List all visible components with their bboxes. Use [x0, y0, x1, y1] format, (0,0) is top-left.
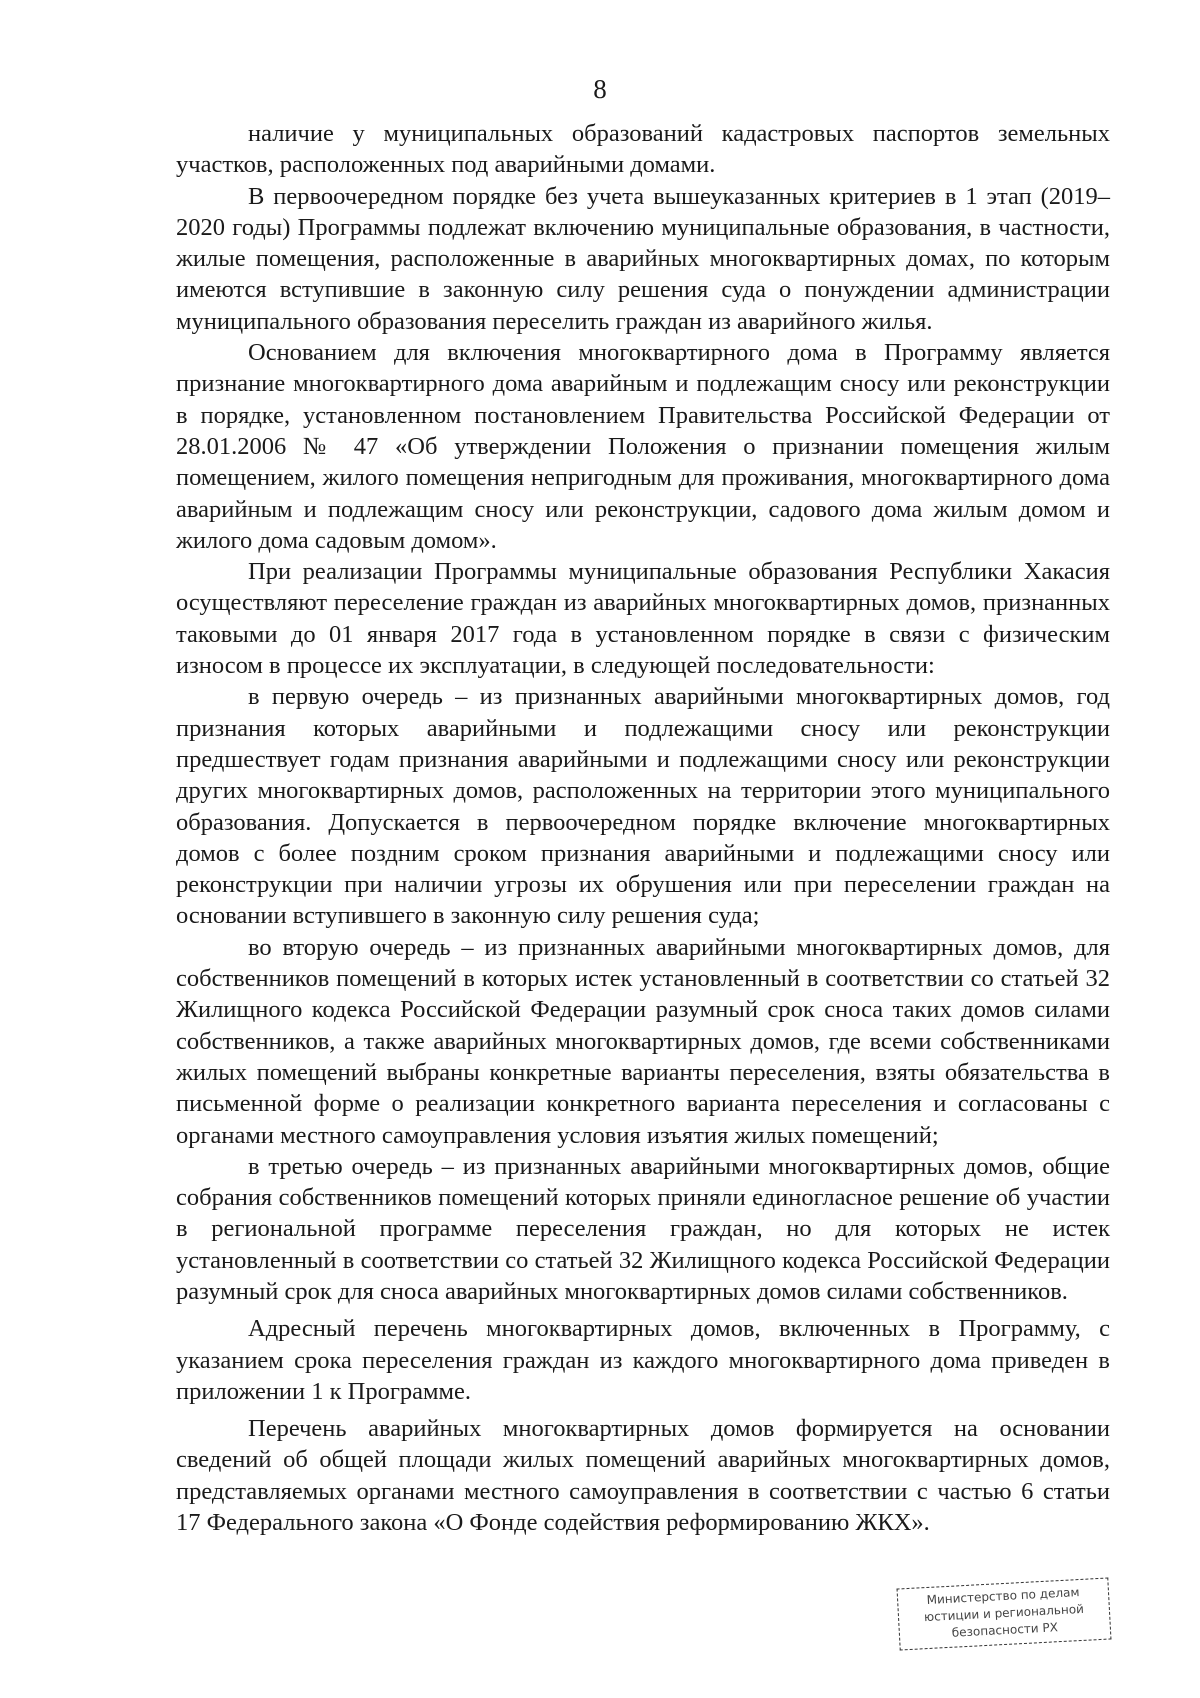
paragraph: во вторую очередь – из признанных аварийными многоквартирных домов, для собственников помещений в которых истек установленный в соответствии со статьей 32 Жилищного кодекса Российской Федерации разумный срок сноса таких домов силами собственников, а также аварийных многоквартирных домов, где всеми собственниками жилых помещений выбраны конкретные варианты переселения, взяты обязательства в письменной форме о реализации конкретного варианта переселения и согласованы с органами местного самоуправления условия изъятия жилых помещений;	[176, 933, 1110, 1149]
paragraph: Основанием для включения многоквартирного дома в Программу является признание многоквартирного дома аварийным и подлежащим сносу или реконструкции в порядке, установленном постановлением Правительства Российской Федерации от 28.01.2006 № 47 «Об утверждении Положения о признании помещения жилым помещением, жилого помещения непригодным для проживания, многоквартирного дома аварийным и подлежащим сносу или реконструкции, садового дома жилым домом и жилого дома садовым домом».	[176, 339, 1110, 554]
stamp-line: Министерство по делам	[926, 1585, 1080, 1608]
stamp-line: юстиции и региональной	[923, 1601, 1085, 1625]
paragraph: Адресный перечень многоквартирных домов, включенных в Программу, с указанием срока переселения граждан из каждого многоквартирного дома приведен в приложении 1 к Программе.	[176, 1315, 1110, 1405]
paragraph: наличие у муниципальных образований кадастровых паспортов земельных участков, расположенных под аварийными домами.	[176, 120, 1110, 179]
document-body	[176, 118, 1110, 1538]
paragraph: При реализации Программы муниципальные образования Республики Хакасия осуществляют переселение граждан из аварийных многоквартирных домов, признанных таковыми до 01 января 2017 года в установленном порядке в связи с физическим износом в процессе их эксплуатации, в следующей последовательности:	[176, 558, 1110, 680]
paragraph: в первую очередь – из признанных аварийными многоквартирных домов, год признания которых аварийными и подлежащими сносу или реконструкции предшествует годам признания аварийными и подлежащими сносу или реконструкции других многоквартирных домов, расположенных на территории этого муниципального образования. Допускается в первоочередном порядке включение многоквартирных домов с более поздним сроком признания аварийными и подлежащими сносу или реконструкции при наличии угрозы их обрушения или при переселении граждан на основании вступившего в законную силу решения суда;	[176, 683, 1110, 930]
paragraph: Перечень аварийных многоквартирных домов формируется на основании сведений об общей площади жилых помещений аварийных многоквартирных домов, представляемых органами местного самоуправления в соответствии с частью 6 статьи 17 Федерального закона «О Фонде содействия реформированию ЖКХ».	[176, 1415, 1110, 1537]
stamp-line: безопасности РХ	[951, 1620, 1059, 1640]
page-number: 8	[593, 74, 607, 104]
registration-stamp	[897, 1577, 1112, 1650]
paragraph: в третью очередь – из признанных аварийными многоквартирных домов, общие собрания собственников помещений которых приняли единогласное решение об участии в региональной программе переселения граждан, но для которых не истек установленный в соответствии со статьей 32 Жилищного кодекса Российской Федерации разумный срок для сноса аварийных многоквартирных домов силами собственников.	[176, 1152, 1110, 1305]
paragraph: В первоочередном порядке без учета вышеуказанных критериев в 1 этап (2019–2020 годы) Программы подлежат включению муниципальные образования, в частности, жилые помещения, расположенные в аварийных многоквартирных домах, по которым имеются вступившие в законную силу решения суда о понуждении администрации муниципального образования переселить граждан из аварийного жилья.	[176, 182, 1110, 335]
